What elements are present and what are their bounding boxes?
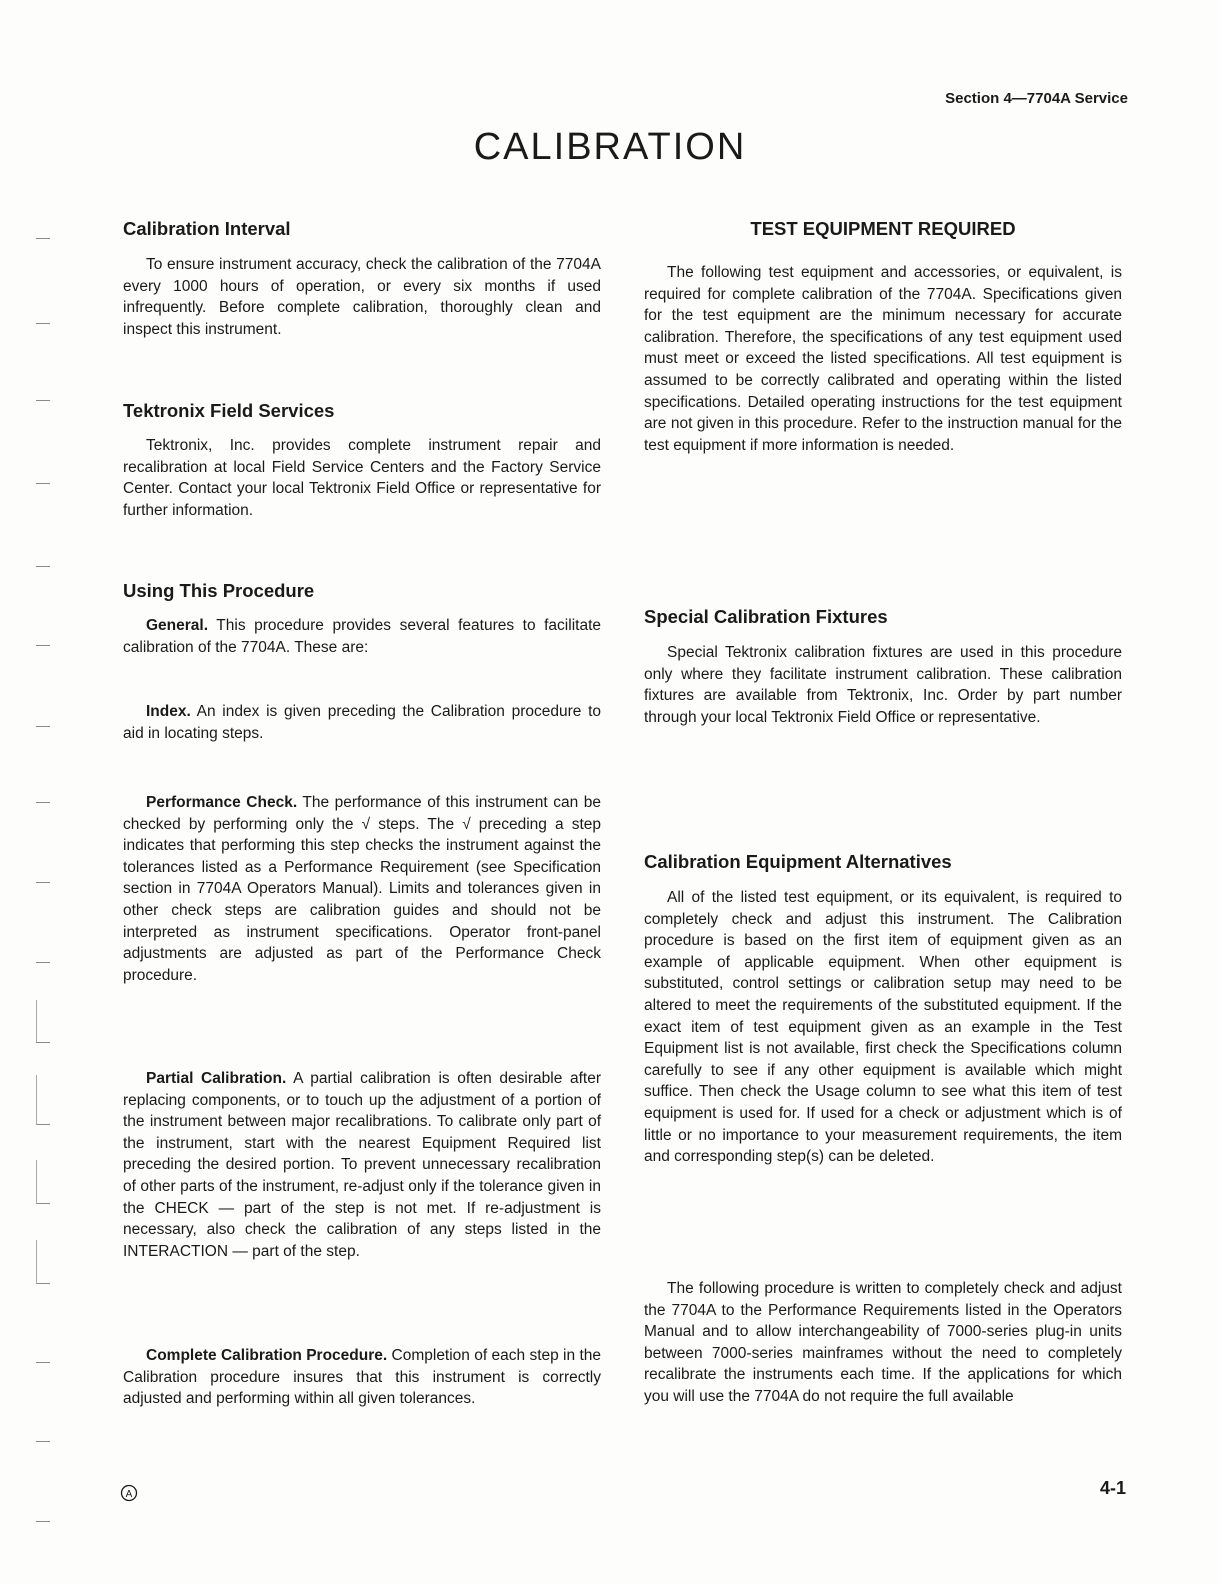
- performance-check-lead: Performance Check.: [146, 794, 298, 811]
- general-lead: General.: [146, 617, 209, 634]
- field-services-heading: Tektronix Field Services: [123, 400, 335, 421]
- section-header: Section 4—7704A Service: [945, 90, 1128, 107]
- binding-tick: [36, 1000, 37, 1042]
- performance-check-text: The performance of this instrument can be checked by performing only the √ steps. The √ preceding a step indicates that performing this step checks the instrument against the tolerances listed as a Performance Requirement (see Specification section in 7704A Operators Manual). Limits and tolerances given in other check steps are calibration guides and should not be interpreted as instrument specifications. Operator front-panel adjustments are adjusted as part of the Performance Check procedure.: [123, 794, 601, 984]
- test-equipment-heading: TEST EQUIPMENT REQUIRED: [750, 218, 1016, 239]
- field-services-text: Tektronix, Inc. provides complete instrument repair and recalibration at local Field Service Centers and the Factory Service Center. Contact your local Tektronix Field Office or representative for further information.: [123, 437, 601, 519]
- binding-tick: [36, 1075, 37, 1125]
- partial-calibration-lead: Partial Calibration.: [146, 1070, 287, 1087]
- binding-mark: [36, 483, 50, 484]
- binding-mark: [36, 882, 50, 883]
- equipment-alternatives-heading: Calibration Equipment Alternatives: [644, 851, 952, 872]
- index-lead: Index.: [146, 703, 191, 720]
- equipment-alternatives-text: All of the listed test equipment, or its equivalent, is required to completely check and adjust this instrument. The Calibration procedure is based on the first item of equipment given as an example of applicable equipment. When other equipment is substituted, control settings or calibration setup may need to be altered to meet the requirements of the substituted equipment. If the exact item of test equipment given as an example in the Test Equipment list is not available, first check the Specifications column carefully to see if any other equipment is available which might suffice. Then check the Usage column to see what this item of test equipment is used for. If used for a check or adjustment which is of little or no importance to your measurement requirements, the item and corresponding step(s) can be deleted.: [644, 889, 1122, 1166]
- binding-mark: [36, 1042, 50, 1043]
- page-title: CALIBRATION: [473, 126, 747, 168]
- binding-mark: [36, 1441, 50, 1442]
- complete-calibration-text: Completion of each step in the Calibration procedure insures that this instrument is correctly adjusted and performing within all given tolerances.: [123, 1347, 601, 1408]
- binding-mark: [36, 566, 50, 567]
- complete-calibration-paragraph: [123, 1345, 601, 1410]
- calibration-interval-heading: Calibration Interval: [123, 218, 291, 239]
- binding-mark: [36, 1203, 50, 1204]
- index-paragraph: [123, 701, 601, 744]
- following-procedure-text: The following procedure is written to completely check and adjust the 7704A to the Performance Requirements listed in the Operators Manual and to allow interchangeability of 7000-series plug-in units between 7000-series mainframes without the need to completely recalibrate the instruments each time. If the applications for which you will use the 7704A do not require the full available: [644, 1280, 1122, 1405]
- general-paragraph: [123, 615, 601, 658]
- partial-calibration-text: A partial calibration is often desirable after replacing components, or to touch up the adjustment of a portion of the instrument between major recalibrations. To calibrate only part of the instrument, start with the nearest Equipment Required list preceding the desired portion. To prevent unnecessary recalibration of other parts of the instrument, re-adjust only if the tolerance given in the CHECK — part of the step is not met. If re-adjustment is necessary, also check the calibration of any steps listed in the INTERACTION — part of the step.: [123, 1070, 601, 1260]
- binding-mark: [36, 962, 50, 963]
- binding-mark: [36, 802, 50, 803]
- using-procedure-heading: Using This Procedure: [123, 580, 315, 601]
- revision-symbol-letter: A: [125, 1489, 133, 1500]
- complete-calibration-lead: Complete Calibration Procedure.: [146, 1347, 388, 1364]
- index-text: An index is given preceding the Calibration procedure to aid in locating steps.: [123, 703, 601, 742]
- binding-tick: [36, 1160, 37, 1204]
- binding-mark: [36, 1124, 50, 1125]
- binding-tick: [36, 1240, 37, 1284]
- binding-mark: [36, 400, 50, 401]
- binding-mark: [36, 726, 50, 727]
- binding-mark: [36, 1521, 50, 1522]
- binding-mark: [36, 323, 50, 324]
- test-equipment-text: The following test equipment and accessories, or equivalent, is required for complete calibration of the 7704A. Specifications given for the test equipment are the minimum necessary for accurate calibration. Therefore, the specifications of any test equipment used must meet or exceed the listed specifications. All test equipment is assumed to be correctly calibrated and operating within the listed specifications. Detailed operating instructions for the test equipment are not given in this procedure. Refer to the instruction manual for the test equipment if more information is needed.: [644, 264, 1122, 454]
- performance-check-paragraph: [123, 792, 601, 986]
- binding-mark: [36, 238, 50, 239]
- partial-calibration-paragraph: [123, 1068, 601, 1262]
- special-fixtures-heading: Special Calibration Fixtures: [644, 606, 888, 627]
- page-number: 4-1: [1099, 1478, 1126, 1498]
- calibration-interval-text: To ensure instrument accuracy, check the calibration of the 7704A every 1000 hours of operation, or every six months if used infrequently. Before complete calibration, thoroughly clean and inspect this instrument.: [123, 256, 601, 338]
- revision-symbol-icon: [120, 1484, 138, 1502]
- binding-mark: [36, 645, 50, 646]
- binding-mark: [36, 1283, 50, 1284]
- binding-mark: [36, 1362, 50, 1363]
- special-fixtures-text: Special Tektronix calibration fixtures are used in this procedure only where they facilitate instrument calibration. These calibration fixtures are available from Tektronix, Inc. Order by part number through your local Tektronix Field Office or representative.: [644, 644, 1122, 726]
- general-text: This procedure provides several features to facilitate calibration of the 7704A. These are:: [123, 617, 601, 656]
